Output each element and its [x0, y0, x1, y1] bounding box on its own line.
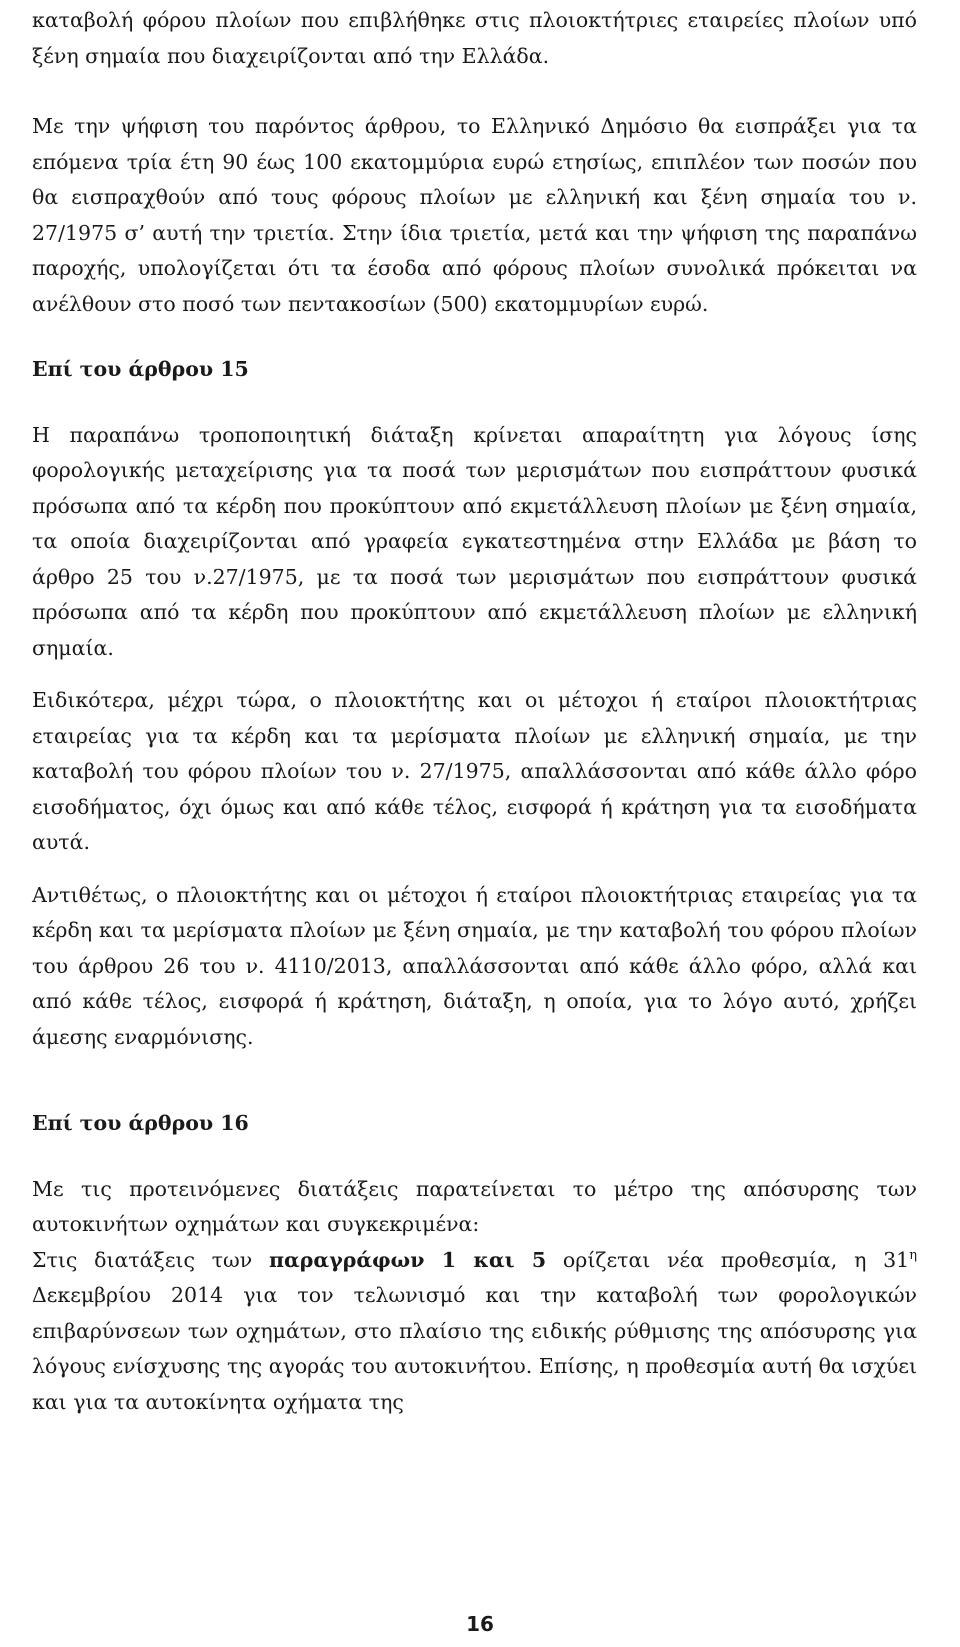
paragraph-bold-ref: παραγράφων 1 και 5 [269, 1247, 547, 1272]
paragraph-text-end: Δεκεμβρίου 2014 για τον τελωνισμό και την καταβολή των φορολογικών επιβαρύνσεων των οχημάτων, στο πλαίσιο της ειδικής ρύθμισης της απόσυρσης για λόγους ενίσχυσης της αγοράς του αυτοκινήτου. Επίσης, η προθεσμία αυτή θα ισχύει και για τα αυτοκίνητα οχήματα της [32, 1283, 917, 1414]
paragraph-article-15-intro: Η παραπάνω τροποποιητική διάταξη κρίνεται απαραίτητη για λόγους ίσης φορολογικής μεταχείρισης για τα ποσά των μερισμάτων που εισπράττουν φυσικά πρόσωπα από τα κέρδη που προκύπτουν από εκμετάλλευση πλοίων με ξένη σημαία, τα οποία διαχειρίζονται από γραφεία εγκατεστημένα στην Ελλάδα με βάση το άρθρο 25 του ν.27/1975, με τα ποσά των μερισμάτων που εισπράττουν φυσικά πρόσωπα από τα κέρδη που προκύπτουν από εκμετάλλευση πλοίων με ελληνική σημαία. [32, 422, 917, 660]
superscript-ordinal: η [909, 1247, 918, 1263]
heading-article-16: Επί του άρθρου 16 [32, 1111, 249, 1135]
paragraph-revenue: Με την ψήφιση του παρόντος άρθρου, το Ελληνικό Δημόσιο θα εισπράξει για τα επόμενα τρία έτη 90 έως 100 εκατομμύρια ευρώ ετησίως, επιπλέον των ποσών που θα εισπραχθούν από τους φόρους πλοίων με ελληνική και ξένη σημαία του ν. 27/1975 σ’ αυτή την τριετία. Στην ίδια τριετία, μετά και την ψήφιση της παραπάνω παροχής, υπολογίζεται ότι τα έσοδα από φόρους πλοίων συνολικά πρόκειται να ανέλθουν στο ποσό των πεντακοσίων (500) εκατομμυρίων ευρώ. [32, 114, 917, 316]
paragraph-paragraphs-1-5 [32, 1243, 917, 1421]
paragraph-text-mid: ορίζεται νέα προθεσμία, η 31 [546, 1247, 910, 1272]
heading-article-15: Επί του άρθρου 15 [32, 357, 249, 381]
paragraph-specifically: Ειδικότερα, μέχρι τώρα, ο πλοιοκτήτης και οι μέτοχοι ή εταίροι πλοιοκτήτριας εταιρείας για τα κέρδη και τα μερίσματα πλοίων με ελληνική σημαία, με την καταβολή του φόρου πλοίων του ν. 27/1975, απαλλάσσονται από κάθε άλλο φόρο εισοδήματος, όχι όμως και από κάθε τέλος, εισφορά ή κράτηση για τα εισοδήματα αυτά. [32, 688, 917, 854]
paragraph-conversely: Αντιθέτως, ο πλοιοκτήτης και οι μέτοχοι ή εταίροι πλοιοκτήτριας εταιρείας για τα κέρδη και τα μερίσματα πλοίων με ξένη σημαία, με την καταβολή του φόρου πλοίων του άρθρου 26 του ν. 4110/2013, απαλλάσσονται από κάθε άλλο φόρο, αλλά και από κάθε τέλος, εισφορά ή κράτηση, διάταξη, η οποία, για το λόγο αυτό, χρήζει άμεσης εναρμόνισης. [32, 882, 917, 1049]
page-number: 16 [466, 1612, 494, 1636]
paragraph-article-16-intro: Με τις προτεινόμενες διατάξεις παρατείνεται το μέτρο της απόσυρσης των αυτοκινήτων οχημάτων και συγκεκριμένα: [32, 1176, 917, 1236]
paragraph-text-start: Στις διατάξεις των [32, 1247, 269, 1272]
document-page [32, 0, 917, 1420]
paragraph-continued: καταβολή φόρου πλοίων που επιβλήθηκε στις πλοιοκτήτριες εταιρείες πλοίων υπό ξένη σημαία που διαχειρίζονται από την Ελλάδα. [32, 8, 917, 68]
